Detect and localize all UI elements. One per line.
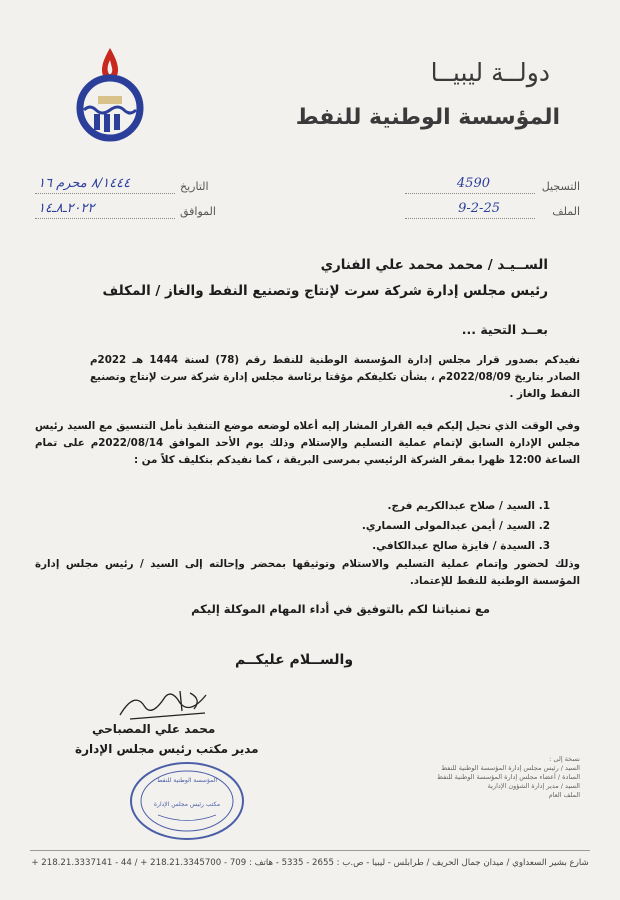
date-label: التاريخ [180,180,209,193]
handwritten-signature-icon [110,685,220,725]
paragraph-attendance: وذلك لحضور وإتمام عملية التسليم والاستلام وتوثيقها بمحضر وإحالته إلى السيد / رئيس مجلس إدارة المؤسسة الوطنية للنفط للإعتماد. [35,558,580,587]
addressee-title: رئيس مجلس إدارة شركة سرت لإنتاج وتصنيع النفط والغاز / المكلف [102,283,548,299]
addressee-name: الســيـد / محمد محمد علي الفناري [320,257,548,273]
salam-line: والســلام عليكــم [235,652,354,668]
date-line [35,193,175,194]
committee-member-2: 2. السيد / أيمن عبدالمولى السماري. [361,520,550,532]
copies-line-2: السيد / رئيس مجلس إدارة المؤسسة الوطنية للنفط [441,764,580,772]
corresponding-value: ٢٠٢٢ـ٨ـ١٤ [38,201,95,216]
paragraph-decision: نفيدكم بصدور قرار مجلس إدارة المؤسسة الوطنية للنفط رقم (78) لسنة 1444 هـ 2022م الصادر بتاريخ 2022/08/09م ، بشأن تكليفكم مؤقتا برئاسة مجلس إدارة شركة سرت لإنتاج وتصنيع النفط والغاز . [90,354,580,400]
signatory-title: مدير مكتب رئيس مجلس الإدارة [75,742,259,756]
footer-address: شارع بشير السعداوي / ميدان جمال الحريف / طرابلس - ليبيا - ص.ب : 2655 - 5335 - هاتف : 709 - 218.21.3345700 + / 44 - 218.21.3337141 + [31,858,589,868]
registration-label: التسجيل [541,180,580,193]
corresponding-label: الموافق [180,205,216,218]
copies-line-4: السيد / مدير إدارة الشؤون الإدارية [487,782,580,790]
copies-line-3: السادة / أعضاء مجلس إدارة المؤسسة الوطنية للنفط [437,773,580,781]
copies-block [400,755,580,800]
corporation-title: المؤسسة الوطنية للنفط [295,105,560,130]
signatory-name: محمد علي المصباحي [92,722,216,736]
official-stamp-icon [128,760,246,842]
closing-line: مع تمنياتنا لكم بالتوفيق في أداء المهام الموكلة إليكم [191,602,490,616]
greeting: بعــد التحية ... [461,322,548,337]
committee-member-3: 3. السيدة / فايزة صالح عبدالكافي. [372,540,550,552]
file-value: 9-2-25 [458,201,500,216]
footer-divider [30,850,590,851]
state-title: دولــة ليبيــا [430,58,550,87]
file-label: الملف [552,205,580,218]
paragraph-handover: وفي الوقت الذي نحيل إليكم فيه القرار المشار إليه أعلاه لوضعه موضع التنفيذ نأمل التنسيق مع السيد رئيس مجلس الإدارة السابق لإتمام عملية التسليم والإستلام وذلك يوم الأحد الموافق 2022/08/14م على تمام الساعة 12:00 ظهرا بمقر الشركة الرئيسي بمرسى البريقة ، كما نفيدكم بتكليف كلاً من : [35,420,581,466]
stamp-top-text: المؤسسة الوطنية للنفط [156,777,218,784]
registration-line [405,193,535,194]
date-value: ٨/١٤٤٤ محرم ١٦ [38,176,131,191]
registration-value: 4590 [456,176,490,191]
copies-line-1: نسخة إلى : [549,755,580,763]
corresponding-line [35,218,175,219]
file-line [405,218,535,219]
committee-member-1: 1. السيد / صلاح عبدالكريم فرج. [387,500,550,512]
copies-line-5: الملف العام [548,791,580,799]
noc-logo-icon [66,38,154,148]
stamp-inner-text: مكتب رئيس مجلس الإدارة [153,801,221,808]
